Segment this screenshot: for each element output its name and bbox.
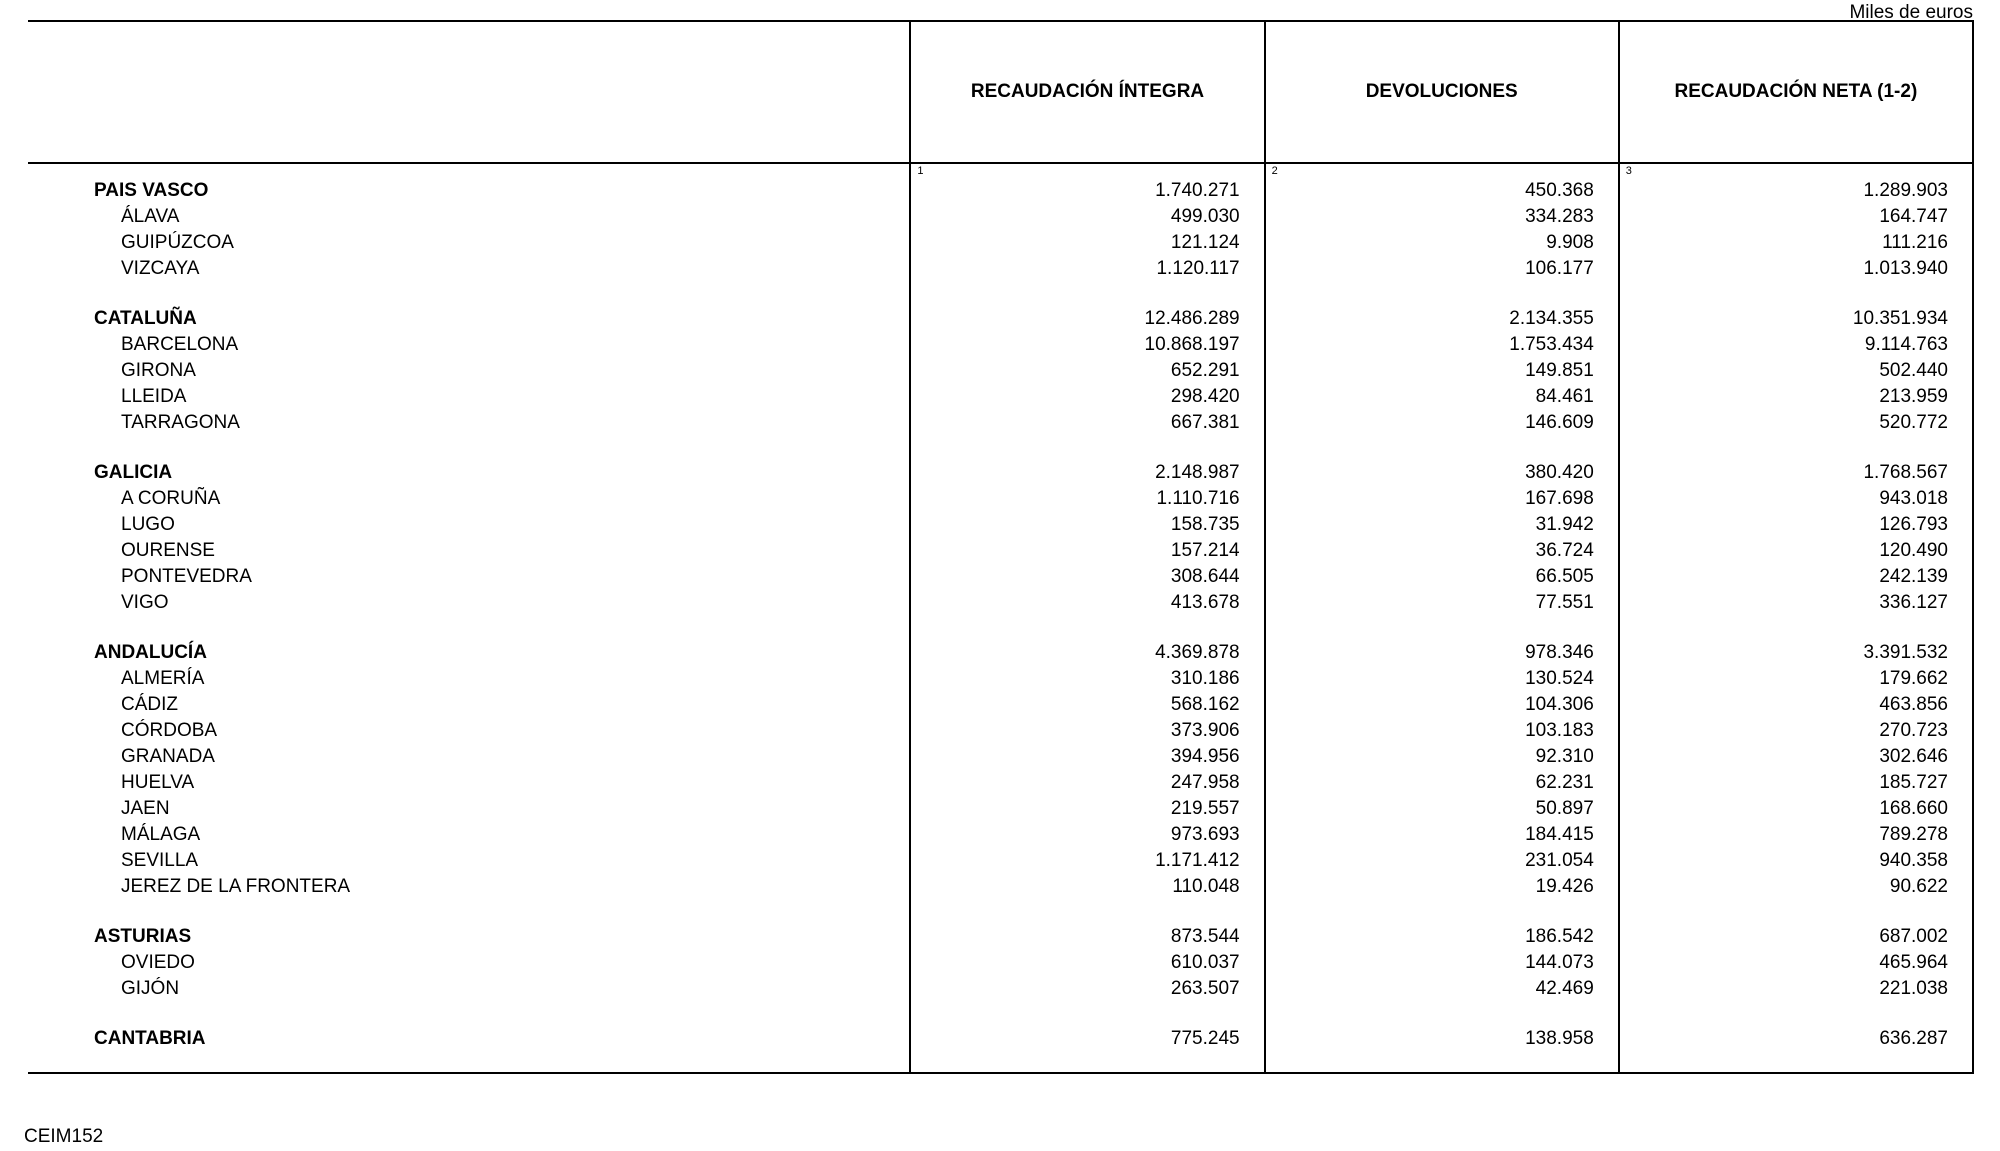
devoluciones-value: 42.469 <box>1265 976 1619 1002</box>
devoluciones-value: 36.724 <box>1265 538 1619 564</box>
recaudacion-neta-value: 1.289.903 <box>1619 178 1973 204</box>
blank-cell <box>1619 1052 1973 1073</box>
region-name: ASTURIAS <box>94 926 192 947</box>
devoluciones-value: 84.461 <box>1265 384 1619 410</box>
footer-code: CEIM152 <box>24 1126 104 1147</box>
devoluciones-value: 380.420 <box>1265 460 1619 486</box>
province-name: VIGO <box>121 592 169 613</box>
table-row-province <box>28 770 1973 796</box>
recaudacion-neta-value: 687.002 <box>1619 924 1973 950</box>
spacer-row <box>28 1002 1973 1026</box>
recaudacion-integra-value: 263.507 <box>910 976 1264 1002</box>
recaudacion-integra-value: 373.906 <box>910 718 1264 744</box>
table-row-province <box>28 332 1973 358</box>
recaudacion-neta-value: 270.723 <box>1619 718 1973 744</box>
table-row-province <box>28 744 1973 770</box>
blank-cell <box>1265 1002 1619 1026</box>
blank-cell <box>910 436 1264 460</box>
recaudacion-integra-value: 499.030 <box>910 204 1264 230</box>
province-name: TARRAGONA <box>121 412 240 433</box>
recaudacion-neta-value: 463.856 <box>1619 692 1973 718</box>
province-name: OVIEDO <box>121 952 195 973</box>
spacer-row <box>28 282 1973 306</box>
recaudacion-neta-value: 943.018 <box>1619 486 1973 512</box>
recaudacion-neta-value: 336.127 <box>1619 590 1973 616</box>
province-name: MÁLAGA <box>121 824 201 845</box>
province-name: LLEIDA <box>121 386 187 407</box>
blank-cell <box>28 282 910 306</box>
recaudacion-integra-value: 1.120.117 <box>910 256 1264 282</box>
table-row-province <box>28 230 1973 256</box>
recaudacion-neta-value: 168.660 <box>1619 796 1973 822</box>
recaudacion-neta-value: 213.959 <box>1619 384 1973 410</box>
blank-cell <box>910 900 1264 924</box>
blank-cell <box>1265 616 1619 640</box>
recaudacion-neta-value: 120.490 <box>1619 538 1973 564</box>
recaudacion-integra-value: 413.678 <box>910 590 1264 616</box>
header-blank <box>28 21 910 163</box>
devoluciones-value: 92.310 <box>1265 744 1619 770</box>
devoluciones-value: 77.551 <box>1265 590 1619 616</box>
province-name: GRANADA <box>121 746 215 767</box>
blank-cell <box>28 1002 910 1026</box>
table-row-province <box>28 204 1973 230</box>
table-row-province <box>28 358 1973 384</box>
recaudacion-integra-value: 667.381 <box>910 410 1264 436</box>
table-row-province <box>28 512 1973 538</box>
table-row-province <box>28 486 1973 512</box>
recaudacion-integra-value: 1.110.716 <box>910 486 1264 512</box>
table-row-province <box>28 874 1973 900</box>
devoluciones-value: 184.415 <box>1265 822 1619 848</box>
recaudacion-integra-value: 568.162 <box>910 692 1264 718</box>
recaudacion-neta-value: 221.038 <box>1619 976 1973 1002</box>
recaudacion-neta-value: 636.287 <box>1619 1026 1973 1052</box>
recaudacion-integra-value: 1.740.271 <box>910 178 1264 204</box>
table-row-province <box>28 666 1973 692</box>
recaudacion-integra-value: 121.124 <box>910 230 1264 256</box>
region-name: GALICIA <box>94 462 173 483</box>
province-name: GIJÓN <box>121 978 180 999</box>
devoluciones-value: 167.698 <box>1265 486 1619 512</box>
recaudacion-neta-value: 9.114.763 <box>1619 332 1973 358</box>
header-recaudacion-neta: RECAUDACIÓN NETA (1-2) <box>1619 21 1973 163</box>
blank-cell <box>910 1002 1264 1026</box>
devoluciones-value: 146.609 <box>1265 410 1619 436</box>
province-name: GUIPÚZCOA <box>121 232 234 253</box>
devoluciones-value: 66.505 <box>1265 564 1619 590</box>
recaudacion-neta-value: 940.358 <box>1619 848 1973 874</box>
province-name: PONTEVEDRA <box>121 566 252 587</box>
recaudacion-integra-value: 973.693 <box>910 822 1264 848</box>
region-name: PAIS VASCO <box>94 180 209 201</box>
province-name: OURENSE <box>121 540 215 561</box>
devoluciones-value: 231.054 <box>1265 848 1619 874</box>
devoluciones-value: 103.183 <box>1265 718 1619 744</box>
devoluciones-value: 149.851 <box>1265 358 1619 384</box>
province-name: SEVILLA <box>121 850 199 871</box>
blank-cell <box>28 436 910 460</box>
recaudacion-integra-value: 2.148.987 <box>910 460 1264 486</box>
recaudacion-integra-value: 652.291 <box>910 358 1264 384</box>
column-index-row <box>28 163 1973 178</box>
blank-cell <box>1619 1002 1973 1026</box>
recaudacion-integra-value: 157.214 <box>910 538 1264 564</box>
devoluciones-value: 104.306 <box>1265 692 1619 718</box>
blank-cell <box>1265 436 1619 460</box>
table-row-region <box>28 924 1973 950</box>
spacer-row <box>28 616 1973 640</box>
table-row-region <box>28 306 1973 332</box>
recaudacion-neta-value: 179.662 <box>1619 666 1973 692</box>
blank-cell <box>910 282 1264 306</box>
table-row-province <box>28 822 1973 848</box>
recaudacion-integra-value: 4.369.878 <box>910 640 1264 666</box>
table-row-province <box>28 256 1973 282</box>
table-end-row <box>28 1052 1973 1073</box>
table-body <box>28 163 1973 1073</box>
recaudacion-neta-value: 126.793 <box>1619 512 1973 538</box>
recaudacion-integra-value: 610.037 <box>910 950 1264 976</box>
spacer-row <box>28 900 1973 924</box>
table-row-province <box>28 796 1973 822</box>
recaudacion-neta-value: 242.139 <box>1619 564 1973 590</box>
devoluciones-value: 138.958 <box>1265 1026 1619 1052</box>
table-row-province <box>28 590 1973 616</box>
recaudacion-neta-value: 111.216 <box>1619 230 1973 256</box>
devoluciones-value: 1.753.434 <box>1265 332 1619 358</box>
recaudacion-neta-value: 502.440 <box>1619 358 1973 384</box>
devoluciones-value: 9.908 <box>1265 230 1619 256</box>
province-name: A CORUÑA <box>121 488 221 509</box>
recaudacion-neta-value: 3.391.532 <box>1619 640 1973 666</box>
devoluciones-value: 62.231 <box>1265 770 1619 796</box>
devoluciones-value: 144.073 <box>1265 950 1619 976</box>
devoluciones-value: 450.368 <box>1265 178 1619 204</box>
province-name: ÁLAVA <box>121 206 180 227</box>
recaudacion-neta-value: 302.646 <box>1619 744 1973 770</box>
header-row <box>28 21 1973 163</box>
header-recaudacion-integra: RECAUDACIÓN ÍNTEGRA <box>910 21 1264 163</box>
table-row-province <box>28 692 1973 718</box>
recaudacion-integra-value: 873.544 <box>910 924 1264 950</box>
recaudacion-neta-value: 10.351.934 <box>1619 306 1973 332</box>
devoluciones-value: 2.134.355 <box>1265 306 1619 332</box>
table-row-region <box>28 640 1973 666</box>
table-row-province <box>28 384 1973 410</box>
province-name: ALMERÍA <box>121 668 205 689</box>
table-row-province <box>28 564 1973 590</box>
recaudacion-neta-value: 1.768.567 <box>1619 460 1973 486</box>
province-name: HUELVA <box>121 772 195 793</box>
recaudacion-neta-value: 789.278 <box>1619 822 1973 848</box>
devoluciones-value: 106.177 <box>1265 256 1619 282</box>
recaudacion-integra-value: 247.958 <box>910 770 1264 796</box>
recaudacion-integra-value: 310.186 <box>910 666 1264 692</box>
devoluciones-value: 50.897 <box>1265 796 1619 822</box>
blank-cell <box>1619 282 1973 306</box>
blank-cell <box>1265 282 1619 306</box>
recaudacion-integra-value: 12.486.289 <box>910 306 1264 332</box>
blank-cell <box>1265 1052 1619 1073</box>
recaudacion-integra-value: 219.557 <box>910 796 1264 822</box>
recaudacion-integra-value: 298.420 <box>910 384 1264 410</box>
province-name: CÁDIZ <box>121 694 178 715</box>
blank-cell <box>28 900 910 924</box>
blank-cell <box>28 616 910 640</box>
recaudacion-integra-value: 1.171.412 <box>910 848 1264 874</box>
blank-cell <box>28 1052 910 1073</box>
units-label: Miles de euros <box>1849 2 1973 23</box>
recaudacion-neta-value: 90.622 <box>1619 874 1973 900</box>
blank-cell <box>910 1052 1264 1073</box>
column-index: 3 <box>1619 163 1973 178</box>
region-name: CANTABRIA <box>94 1028 206 1049</box>
province-name: GIRONA <box>121 360 196 381</box>
province-name: LUGO <box>121 514 175 535</box>
revenue-table <box>28 20 1974 1074</box>
blank-cell <box>1619 616 1973 640</box>
header-devoluciones: DEVOLUCIONES <box>1265 21 1619 163</box>
region-name: CATALUÑA <box>94 308 197 329</box>
recaudacion-integra-value: 10.868.197 <box>910 332 1264 358</box>
province-name: VIZCAYA <box>121 258 200 279</box>
table-row-province <box>28 718 1973 744</box>
province-name: JAEN <box>121 798 170 819</box>
recaudacion-integra-value: 110.048 <box>910 874 1264 900</box>
recaudacion-integra-value: 775.245 <box>910 1026 1264 1052</box>
devoluciones-value: 130.524 <box>1265 666 1619 692</box>
table-row-region <box>28 460 1973 486</box>
table-row-province <box>28 410 1973 436</box>
spacer-row <box>28 436 1973 460</box>
province-name: BARCELONA <box>121 334 239 355</box>
recaudacion-integra-value: 308.644 <box>910 564 1264 590</box>
column-index: 1 <box>910 163 1264 178</box>
recaudacion-neta-value: 185.727 <box>1619 770 1973 796</box>
province-name: JEREZ DE LA FRONTERA <box>121 876 351 897</box>
blank-cell <box>910 616 1264 640</box>
devoluciones-value: 978.346 <box>1265 640 1619 666</box>
recaudacion-neta-value: 520.772 <box>1619 410 1973 436</box>
devoluciones-value: 334.283 <box>1265 204 1619 230</box>
blank-cell <box>1265 900 1619 924</box>
devoluciones-value: 19.426 <box>1265 874 1619 900</box>
table-row-region <box>28 1026 1973 1052</box>
recaudacion-neta-value: 1.013.940 <box>1619 256 1973 282</box>
blank-cell <box>1619 436 1973 460</box>
table-row-province <box>28 848 1973 874</box>
table-row-province <box>28 976 1973 1002</box>
recaudacion-neta-value: 465.964 <box>1619 950 1973 976</box>
devoluciones-value: 186.542 <box>1265 924 1619 950</box>
devoluciones-value: 31.942 <box>1265 512 1619 538</box>
recaudacion-neta-value: 164.747 <box>1619 204 1973 230</box>
table-row-region <box>28 178 1973 204</box>
blank-cell <box>28 163 910 178</box>
recaudacion-integra-value: 158.735 <box>910 512 1264 538</box>
table-row-province <box>28 950 1973 976</box>
province-name: CÓRDOBA <box>121 720 218 741</box>
region-name: ANDALUCÍA <box>94 642 207 663</box>
table-row-province <box>28 538 1973 564</box>
recaudacion-integra-value: 394.956 <box>910 744 1264 770</box>
column-index: 2 <box>1265 163 1619 178</box>
blank-cell <box>1619 900 1973 924</box>
